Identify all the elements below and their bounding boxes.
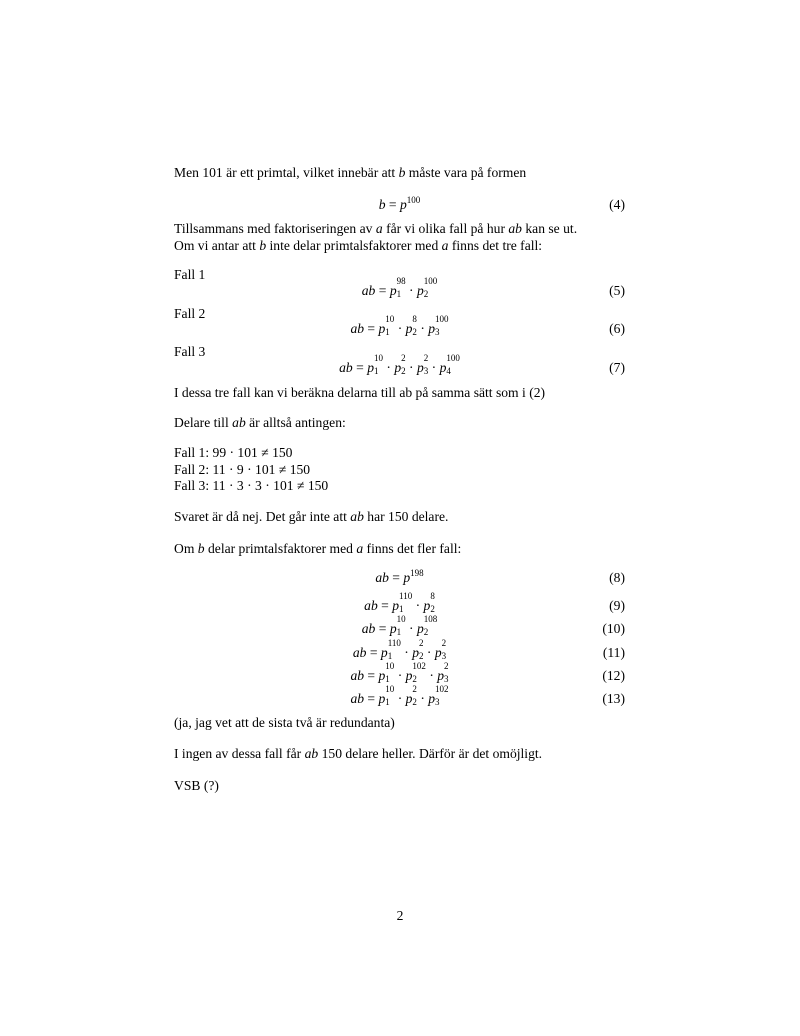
equation-5 [174,276,625,300]
page-number: 2 [396,908,404,923]
math-var: b [398,165,406,180]
equation-9 [174,591,625,615]
equation-expression: $b = p^{100}$ [378,195,421,212]
case-result-1: Fall 1: 99 · 101 ≠ 150 [174,445,293,460]
paragraph-remark: (ja, jag vet att de sista två är redundanta) [174,715,395,730]
equation-number: (7) [609,360,625,375]
equation-6 [174,314,625,338]
case-result-2: Fall 2: 11 · 9 · 101 ≠ 150 [174,462,311,477]
paragraph-compute: I dessa tre fall kan vi beräkna delarna till ab på samma sätt som i (2) [174,385,546,400]
equation-expression: ab = $p^{198}$ [375,568,424,585]
equation-10 [174,614,625,638]
equation-expression: ab = p 10 1 · p 8 2 · p 100 3 [350,314,449,337]
text-span: måste vara på formen [405,165,527,180]
equation-number: (5) [609,283,625,298]
fall-2-label: Fall 2 [174,306,206,321]
equation-number: (9) [609,598,625,613]
equation-number: (4) [609,197,625,212]
equation-number: (6) [609,321,625,336]
equation-number: (11) [602,645,625,660]
paragraph-more-cases: Om b delar primtalsfaktorer med a finns det fler fall: [174,541,462,556]
paragraph-conclusion: I ingen av dessa fall får ab 150 delare heller. Därför är det omöjligt. [174,746,543,761]
paragraph-cases-line1: Tillsammans med faktoriseringen av a får vi olika fall på hur ab kan se ut. [174,221,578,236]
equation-expression: ab = p 10 1 · p 2 2 · p 102 3 [350,684,449,707]
equation-expression: ab = p 98 1 · p 100 2 [361,276,438,299]
equation-4 [174,196,625,214]
equation-expression: ab = p 110 1 · p 8 2 [364,591,435,614]
equation-expression: ab = p 10 1 · p 2 2 · p 2 3 · p 100 4 [339,353,460,376]
text-span: Men 101 är ett primtal, vilket innebär att [174,165,399,180]
equation-13 [174,684,625,708]
fall-1-label: Fall 1 [174,267,206,282]
equation-8 [174,569,625,587]
equation-expression: ab = p 10 1 · p 102 2 · p 2 3 [350,661,449,684]
equation-11 [174,638,625,662]
equation-expression: ab = p 10 1 · p 108 2 [361,614,438,637]
equation-number: (13) [602,691,625,706]
fall-3-label: Fall 3 [174,344,206,359]
paragraph-answer: Svaret är då nej. Det går inte att ab har 150 delare. [174,509,449,524]
paragraph-divisors: Delare till ab är alltså antingen: [174,415,346,430]
equation-number: (10) [602,621,625,636]
paragraph-intro [174,164,526,181]
equation-12 [174,661,625,685]
equation-number: (8) [609,570,625,585]
case-result-3: Fall 3: 11 · 3 · 3 · 101 ≠ 150 [174,478,329,493]
equation-number: (12) [602,668,625,683]
equation-expression: ab = p 110 1 · p 2 2 · p 2 3 [352,638,447,661]
paragraph-qed: VSB (?) [174,778,219,793]
equation-7 [174,353,625,377]
paragraph-cases-line2: Om vi antar att b inte delar primtalsfaktorer med a finns det tre fall: [174,238,543,253]
